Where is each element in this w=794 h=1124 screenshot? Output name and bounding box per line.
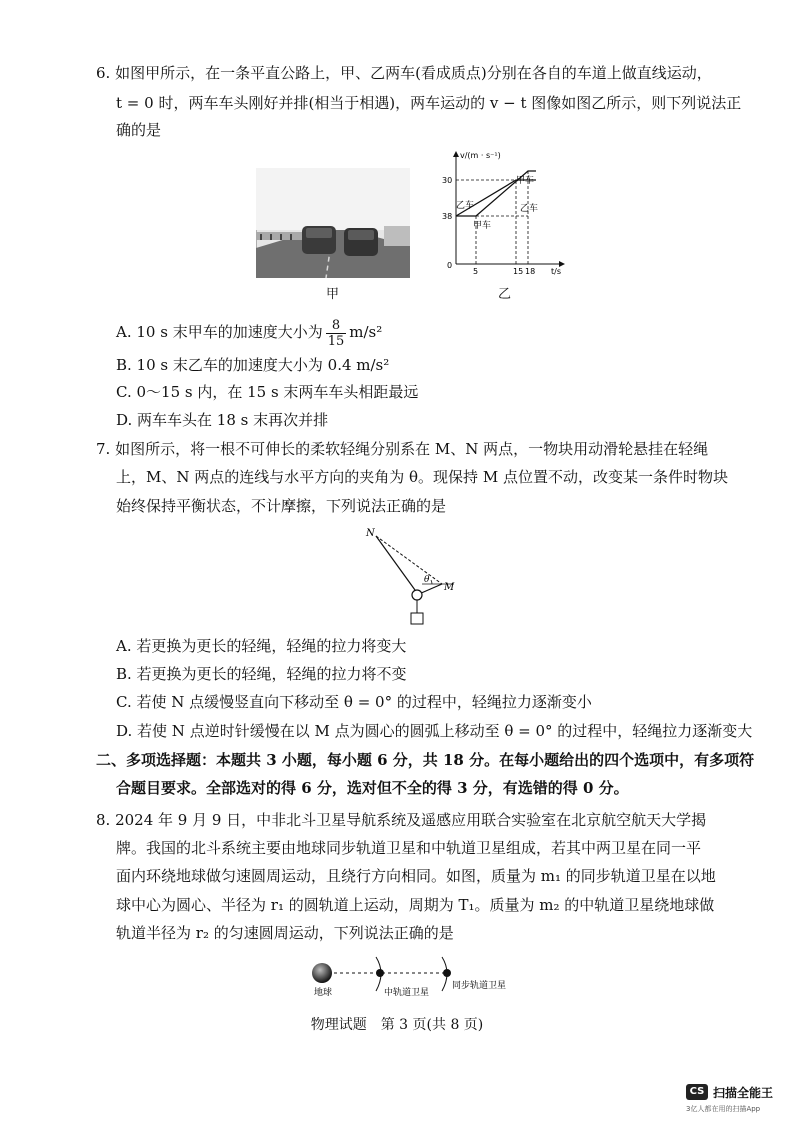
q6-fig-right-caption: 乙 [498, 287, 512, 302]
origin-label: 0 [447, 261, 453, 270]
q7-stem-line2: 上，M、N 两点的连线与水平方向的夹角为 θ。现保持 M 点位置不动，改变某一条件时物块 [116, 468, 728, 486]
q6-option-a [116, 315, 382, 349]
label-yi-left: 乙车 [456, 201, 475, 211]
scanner-brand-tagline: 3亿人都在用的扫描App [686, 1105, 761, 1113]
mid-orbit-satellite-icon [376, 969, 384, 977]
q8-stem-line2: 牌。我国的北斗系统主要由地球同步轨道卫星和中轨道卫星组成，若其中两卫星在同一平 [116, 839, 702, 857]
q7-option-c: C. 若使 N 点缓慢竖直向下移动至 θ = 0° 的过程中，轻绳拉力逐渐变小 [116, 693, 592, 711]
label-earth: 地球 [314, 988, 333, 998]
q7-option-d: D. 若使 N 点逆时针缓慢在以 M 点为圆心的圆弧上移动至 θ = 0° 的过程中，轻绳拉力逐渐变大 [116, 722, 753, 740]
q8-orbit-figure [306, 955, 530, 1003]
scanner-brand-name: 扫描全能王 [713, 1086, 774, 1100]
q6-vt-chart [440, 146, 580, 280]
y-axis-label: v/(m · s⁻¹) [460, 151, 501, 160]
label-jia-top: 甲车 [516, 176, 535, 186]
q7-pulley-figure [362, 522, 462, 626]
block [411, 613, 423, 624]
q6-stem-line1: 6. 如图甲所示，在一条平直公路上，甲、乙两车(看成质点)分别在各自的车道上做直线运动， [96, 64, 712, 82]
q6-option-a-denominator: 15 [327, 333, 345, 349]
section2-line1: 二、多项选择题：本题共 3 小题，每小题 6 分，共 18 分。在每小题给出的四个选项中，有多项符 [96, 751, 755, 769]
y-tick-38: 30 [442, 176, 453, 185]
label-m: M [444, 582, 455, 593]
q6-fig-left-caption: 甲 [326, 287, 340, 302]
q8-stem-line4: 球中心为圆心、半径为 r₁ 的圆轨道上运动，周期为 T₁。质量为 m₂ 的中轨道卫星绕地球做 [116, 896, 715, 914]
q6-option-b: B. 10 s 末乙车的加速度大小为 0.4 m/s² [116, 356, 390, 374]
q7-option-a: A. 若更换为更长的轻绳，轻绳的拉力将变大 [116, 637, 407, 655]
label-yi-right: 乙车 [520, 204, 539, 214]
x-tick-18: 18 [525, 267, 536, 276]
label-geo-orbit: 同步轨道卫星 [452, 981, 507, 991]
earth-icon [312, 963, 332, 983]
x-axis-label: t/s [551, 267, 561, 276]
q6-option-a-text: A. 10 s 末甲车的加速度大小为 [116, 323, 323, 341]
geo-orbit-satellite-icon [443, 969, 451, 977]
q7-stem-line1: 7. 如图所示，将一根不可伸长的柔软轻绳分别系在 M、N 两点，一物块用动滑轮悬挂在轻绳 [96, 440, 709, 458]
q6-option-a-unit: m/s² [349, 323, 383, 341]
label-theta: θ [424, 575, 430, 585]
section2-line2: 合题目要求。全部选对的得 6 分，选对但不全的得 3 分，有选错的得 0 分。 [116, 779, 629, 797]
q6-option-a-numerator: 8 [326, 318, 347, 334]
q8-stem-line5: 轨道半径为 r₂ 的匀速圆周运动，下列说法正确的是 [116, 924, 454, 942]
q6-option-c: C. 0～15 s 内，在 15 s 末两车车头相距最远 [116, 383, 419, 401]
label-n: N [366, 528, 375, 539]
q8-stem-line1: 8. 2024 年 9 月 9 日，中非北斗卫星导航系统及遥感应用联合实验室在北京航空航天大学揭 [96, 811, 707, 829]
y-tick-30: 38 [442, 212, 453, 221]
q7-stem-line3: 始终保持平衡状态，不计摩擦，下列说法正确的是 [116, 497, 447, 515]
q6-option-a-fraction [326, 318, 347, 349]
label-mid-orbit: 中轨道卫星 [384, 988, 430, 998]
q6-photo-figure [256, 168, 410, 278]
q8-stem-line3: 面内环绕地球做匀速圆周运动，且绕行方向相同。如图，质量为 m₁ 的同步轨道卫星在以地 [116, 867, 716, 885]
label-jia-mid: 甲车 [473, 221, 492, 231]
q7-option-b: B. 若更换为更长的轻绳，轻绳的拉力将不变 [116, 665, 407, 683]
x-tick-5: 5 [473, 267, 479, 276]
q6-stem-line3: 确的是 [116, 121, 162, 139]
pulley [412, 590, 422, 600]
scanner-logo-icon: CS [686, 1084, 708, 1100]
page-footer: 物理试题 第 3 页(共 8 页) [310, 1017, 484, 1033]
q6-option-d: D. 两车车头在 18 s 末再次并排 [116, 411, 329, 429]
x-tick-15: 15 [513, 267, 524, 276]
q6-stem-line2: t = 0 时，两车车头刚好并排(相当于相遇)，两车运动的 v − t 图像如图乙所示，则下列说法正 [116, 94, 742, 112]
